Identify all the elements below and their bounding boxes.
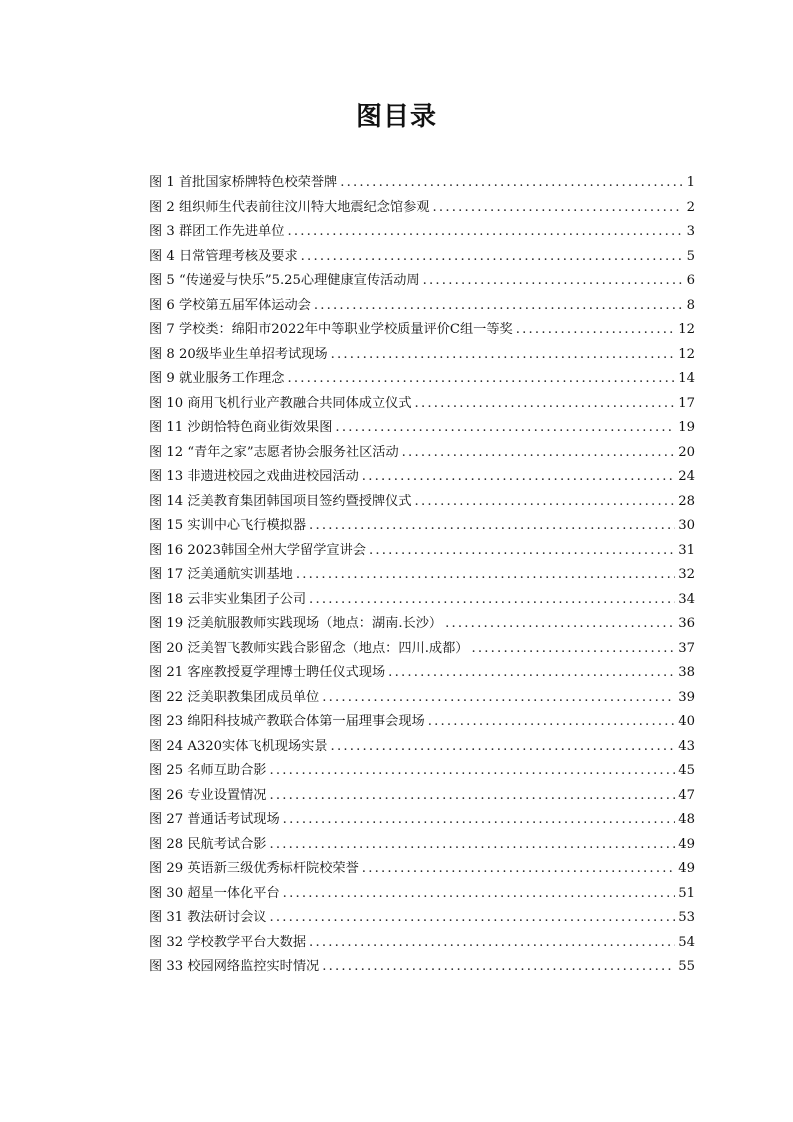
- figure-list: [149, 171, 695, 980]
- toc-entry[interactable]: [149, 759, 695, 784]
- toc-entry-page-number: 31: [678, 542, 695, 558]
- dot-leader: [309, 931, 675, 956]
- toc-entry-page-number: 39: [678, 689, 695, 705]
- toc-entry[interactable]: [149, 441, 695, 466]
- dot-leader: [322, 686, 675, 711]
- toc-entry[interactable]: [149, 318, 695, 343]
- dot-leader: [296, 563, 675, 588]
- toc-entry[interactable]: [149, 490, 695, 515]
- toc-entry[interactable]: [149, 735, 695, 760]
- dot-leader: [428, 710, 675, 735]
- dot-leader: [269, 784, 675, 809]
- toc-entry-label: 图 17 泛美通航实训基地: [149, 567, 293, 582]
- toc-entry-label: 图 8 20级毕业生单招考试现场: [149, 346, 328, 362]
- toc-entry-page-number: 48: [678, 812, 695, 827]
- toc-entry-label: 图 11 沙朗恰特色商业街效果图: [149, 420, 333, 435]
- toc-entry-label: 图 30 超星一体化平台: [149, 885, 280, 901]
- dot-leader: [287, 367, 675, 392]
- toc-entry-label: 图 32 学校教学平台大数据: [149, 934, 307, 950]
- toc-entry-label: 图 18 云非实业集团子公司: [149, 591, 307, 607]
- toc-entry-page-number: 55: [678, 959, 695, 974]
- toc-entry-label: 图 4 日常管理考核及要求: [149, 248, 298, 264]
- toc-entry-label: 图 27 普通话考试现场: [149, 812, 280, 827]
- toc-entry-page-number: 49: [678, 836, 695, 852]
- toc-entry-label: 图 9 就业服务工作理念: [149, 371, 285, 386]
- dot-leader: [331, 343, 676, 368]
- toc-entry-page-number: 37: [678, 640, 695, 656]
- dot-leader: [309, 514, 675, 539]
- toc-entry-page-number: 14: [678, 371, 695, 386]
- toc-entry-label: 图 15 实训中心飞行模拟器: [149, 518, 307, 533]
- toc-entry-page-number: 51: [678, 885, 695, 901]
- dot-leader: [402, 441, 676, 466]
- toc-entry-page-number: 54: [678, 934, 695, 950]
- toc-entry[interactable]: [149, 294, 695, 319]
- toc-entry[interactable]: [149, 465, 695, 490]
- toc-entry-label: 图 22 泛美职教集团成员单位: [149, 689, 320, 705]
- toc-entry-page-number: 45: [678, 763, 695, 778]
- dot-leader: [287, 220, 682, 245]
- toc-entry-page-number: 20: [678, 444, 695, 460]
- toc-entry-label: 图 7 学校类：绵阳市2022年中等职业学校质量评价C组一等奖: [149, 322, 513, 337]
- dot-leader: [269, 906, 675, 931]
- toc-entry[interactable]: [149, 637, 695, 662]
- toc-entry[interactable]: [149, 931, 695, 956]
- toc-entry-label: 图 25 名师互助合影: [149, 763, 267, 778]
- toc-entry[interactable]: [149, 245, 695, 270]
- toc-entry-label: 图 16 2023韩国全州大学留学宣讲会: [149, 542, 366, 558]
- toc-entry-page-number: 40: [678, 714, 695, 729]
- toc-entry[interactable]: [149, 882, 695, 907]
- toc-entry-label: 图 10 商用飞机行业产教融合共同体成立仪式: [149, 395, 412, 411]
- toc-entry[interactable]: [149, 196, 695, 221]
- toc-entry-page-number: 43: [678, 738, 695, 754]
- toc-entry-label: 图 19 泛美航服教师实践现场（地点：湖南.长沙）: [149, 616, 443, 631]
- toc-entry-label: 图 6 学校第五届军体运动会: [149, 297, 311, 313]
- toc-entry[interactable]: [149, 612, 695, 637]
- dot-leader: [516, 318, 675, 343]
- toc-entry[interactable]: [149, 392, 695, 417]
- toc-entry[interactable]: [149, 955, 695, 980]
- toc-entry-label: 图 20 泛美智飞教师实践合影留念（地点：四川.成都）: [149, 640, 469, 656]
- toc-entry-label: 图 24 A320实体飞机现场实景: [149, 738, 328, 754]
- dot-leader: [301, 245, 682, 270]
- dot-leader: [362, 465, 675, 490]
- toc-entry-label: 图 14 泛美教育集团韩国项目签约暨授牌仪式: [149, 493, 412, 509]
- toc-entry-label: 图 33 校园网络监控实时情况: [149, 959, 320, 974]
- toc-entry[interactable]: [149, 539, 695, 564]
- toc-entry-page-number: 17: [678, 395, 695, 411]
- dot-leader: [369, 539, 675, 564]
- toc-entry-page-number: 53: [678, 910, 695, 925]
- toc-entry[interactable]: [149, 906, 695, 931]
- toc-entry-page-number: 36: [678, 616, 695, 631]
- toc-entry-page-number: 5: [686, 248, 695, 264]
- toc-entry-label: 图 13 非遗进校园之戏曲进校园活动: [149, 469, 359, 484]
- toc-entry-label: 图 26 专业设置情况: [149, 787, 267, 803]
- toc-entry-label: 图 28 民航考试合影: [149, 836, 267, 852]
- toc-entry[interactable]: [149, 833, 695, 858]
- dot-leader: [309, 588, 675, 613]
- toc-entry-label: 图 29 英语新三级优秀标杆院校荣誉: [149, 861, 359, 876]
- dot-leader: [331, 735, 676, 760]
- toc-entry-label: 图 31 教法研讨会议: [149, 910, 267, 925]
- toc-entry-page-number: 49: [678, 861, 695, 876]
- toc-entry-page-number: 28: [678, 493, 695, 509]
- toc-entry[interactable]: [149, 661, 695, 686]
- toc-entry[interactable]: [149, 784, 695, 809]
- dot-leader: [445, 612, 675, 637]
- dot-leader: [283, 808, 676, 833]
- toc-entry-label: 图 23 绵阳科技城产教联合体第一届理事会现场: [149, 714, 425, 729]
- toc-entry[interactable]: [149, 514, 695, 539]
- toc-entry-page-number: 6: [686, 273, 695, 288]
- dot-leader: [314, 294, 682, 319]
- dot-leader: [269, 833, 675, 858]
- toc-entry-label: 图 1 首批国家桥牌特色校荣誉牌: [149, 175, 338, 190]
- toc-entry-label: 图 21 客座教授夏学理博士聘任仪式现场: [149, 665, 386, 680]
- toc-entry-page-number: 19: [678, 420, 695, 435]
- toc-entry-page-number: 47: [678, 787, 695, 803]
- toc-entry-page-number: 12: [678, 346, 695, 362]
- dot-leader: [415, 392, 676, 417]
- toc-entry[interactable]: [149, 416, 695, 441]
- dot-leader: [471, 637, 675, 662]
- toc-entry-label: 图 2 组织师生代表前往汶川特大地震纪念馆参观: [149, 199, 430, 215]
- toc-entry-page-number: 8: [686, 297, 695, 313]
- dot-leader: [322, 955, 675, 980]
- toc-entry-page-number: 3: [686, 224, 695, 239]
- dot-leader: [423, 269, 682, 294]
- dot-leader: [340, 171, 682, 196]
- toc-entry-label: 图 5 “传递爱与快乐”5.25心理健康宣传活动周: [149, 273, 420, 288]
- toc-entry-page-number: 12: [678, 322, 695, 337]
- toc-entry[interactable]: [149, 808, 695, 833]
- toc-entry[interactable]: [149, 269, 695, 294]
- toc-entry[interactable]: [149, 367, 695, 392]
- toc-entry[interactable]: [149, 171, 695, 196]
- dot-leader: [335, 416, 675, 441]
- toc-entry-label: 图 12 “青年之家”志愿者协会服务社区活动: [149, 444, 399, 460]
- toc-entry[interactable]: [149, 686, 695, 711]
- toc-entry-page-number: 24: [678, 469, 695, 484]
- toc-entry-page-number: 30: [678, 518, 695, 533]
- toc-entry-page-number: 2: [686, 199, 695, 215]
- toc-entry-page-number: 32: [678, 567, 695, 582]
- dot-leader: [283, 882, 676, 907]
- toc-entry[interactable]: [149, 710, 695, 735]
- toc-entry[interactable]: [149, 563, 695, 588]
- toc-entry-page-number: 38: [678, 665, 695, 680]
- toc-entry-page-number: 34: [678, 591, 695, 607]
- dot-leader: [388, 661, 675, 686]
- dot-leader: [362, 857, 675, 882]
- dot-leader: [269, 759, 675, 784]
- toc-entry-label: 图 3 群团工作先进单位: [149, 224, 285, 239]
- dot-leader: [433, 196, 682, 221]
- toc-entry[interactable]: [149, 343, 695, 368]
- page-title: 图目录: [355, 102, 437, 132]
- toc-entry[interactable]: [149, 588, 695, 613]
- toc-entry[interactable]: [149, 220, 695, 245]
- dot-leader: [415, 490, 676, 515]
- toc-entry[interactable]: [149, 857, 695, 882]
- toc-entry-page-number: 1: [686, 175, 695, 190]
